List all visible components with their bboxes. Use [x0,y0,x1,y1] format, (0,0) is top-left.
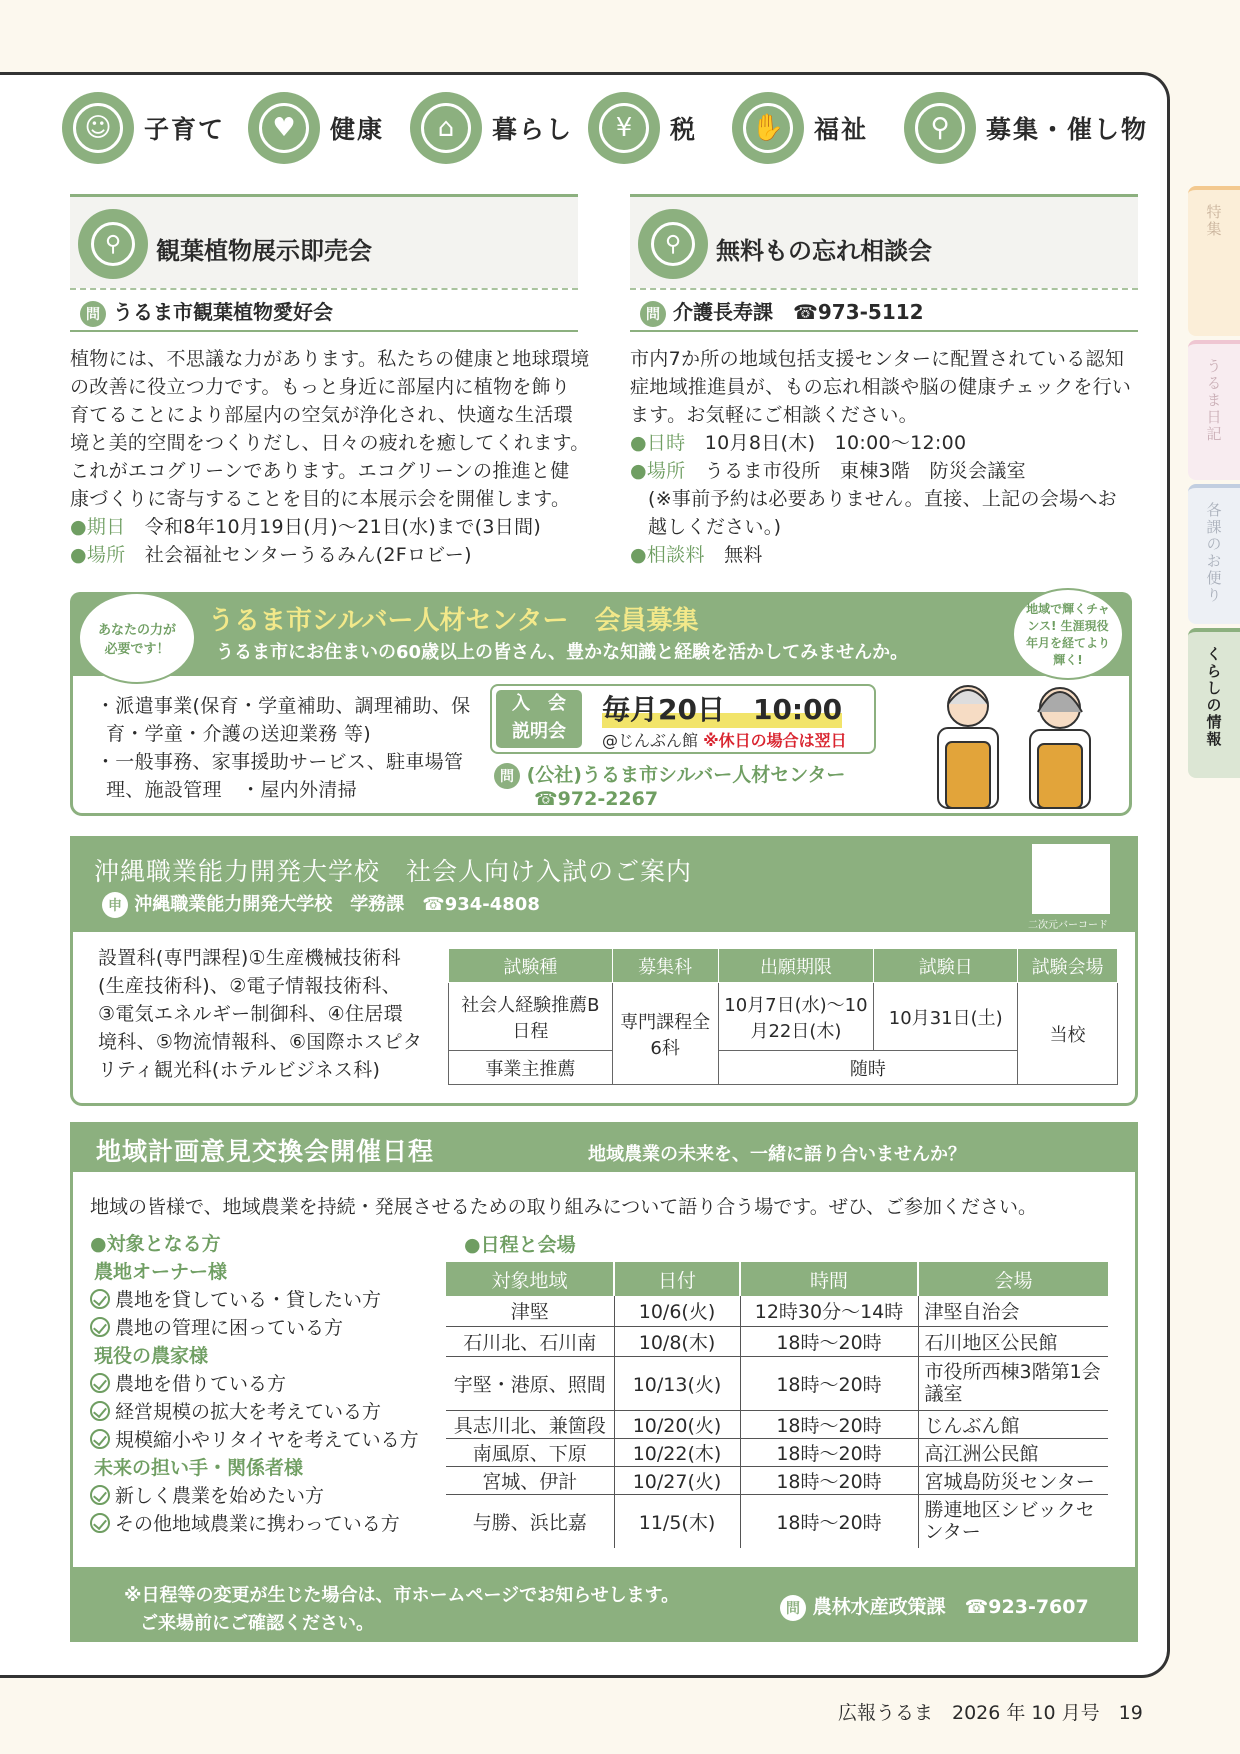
category-events[interactable] [904,92,1148,164]
table-header: 出願期限 [718,949,874,983]
check-icon [90,1485,110,1505]
plants-contact [80,296,333,327]
silver-title: うるま市シルバー人材センター 会員募集 [208,606,699,636]
table-cell: 専門課程全6科 [612,983,718,1085]
table-cell: 随時 [718,1051,1018,1085]
fee-label: ●相談料 [630,544,705,566]
schedule-heading: ●日程と会場 [464,1234,576,1256]
table-row: 具志川北、兼箇段 10/20(火) 18時～20時 じんぶん館 [446,1410,1108,1438]
session-place: @じんぶん館 [602,731,699,750]
body-line: これがエコグリーンであります。エコグリーンの推進と健 [70,460,570,482]
table-row: 宇堅・港原、照間 10/13(火) 18時～20時 市役所西棟3階第1会議室 [446,1356,1108,1410]
exam-table [448,948,1118,1085]
college-contact [102,890,540,918]
table-header: 試験種 [449,949,613,983]
table-cell: 10月7日(水)～10月22日(木) [718,983,874,1051]
table-header: 時間 [740,1262,918,1296]
session-label: 入 会 [512,693,566,714]
body-line: ・派遣事業(保育・学童補助、調理補助、保 [96,695,471,717]
inquiry-tag: 問 [640,301,666,327]
body-line: 育・学童・介護の送迎業務 等) [106,723,371,745]
college-title: 沖縄職業能力開発大学校 社会人向け入試のご案内 [94,857,693,886]
category-living[interactable] [410,92,573,164]
inquiry-tag: 問 [80,301,106,327]
schedule-table [446,1262,1108,1548]
place-value: 社会福祉センターうるみん(2Fロビー) [144,544,472,566]
tab-living-info[interactable] [1188,628,1240,778]
list-item: 農地を借りている方 [115,1373,287,1395]
table-row: 石川北、石川南 10/8(木) 18時～20時 石川地区公民館 [446,1326,1108,1356]
silver-phone: ☎972-2267 [534,788,659,810]
table-header: 会場 [918,1262,1108,1296]
tab-label: 各課のお便り [1204,502,1223,604]
list-item: 新しく農業を始めたい方 [115,1485,325,1507]
search-icon: ⚲ [651,222,695,266]
category-childcare[interactable] [62,92,225,164]
table-cell: 社会人経験推薦B日程 [449,983,613,1051]
body-line: (生産技術科)、②電子情報技術科、 [98,975,401,997]
tab-feature[interactable] [1188,186,1240,336]
contact-text: 沖縄職業能力開発大学校 学務課 ☎934-4808 [134,894,540,915]
body-line: 植物には、不思議な力があります。私たちの健康と地球環境 [70,348,590,370]
apply-tag: 申 [102,892,128,918]
date-label: ●日時 [630,432,686,454]
body-line: 境科、⑤物流情報科、⑥国際ホスピタ [98,1031,423,1053]
body-line: 境と美的空間をつくりだし、日々の疲れを癒してくれます。 [70,432,590,454]
body-line: 設置科(専門課程)①生産機械技術科 [98,947,401,969]
session-time: 毎月20日 10:00 [602,688,842,728]
check-icon [90,1373,110,1393]
tab-label: くらしの情報 [1204,646,1223,748]
house-icon: ⌂ [421,103,471,153]
table-row: 与勝、浜比嘉 11/5(木) 18時～20時 勝連地区シビックセンター [446,1494,1108,1548]
body-line: 理、施設管理 ・屋内外清掃 [106,779,357,801]
category-health[interactable] [248,92,384,164]
search-icon: ⚲ [91,222,135,266]
table-header: 対象地域 [446,1262,614,1296]
target-heading: ●対象となる方 [90,1233,221,1255]
table-row: 宮城、伊計 10/27(火) 18時～20時 宮城島防災センター [446,1466,1108,1494]
category-welfare[interactable] [732,92,868,164]
plants-body [70,345,590,569]
inquiry-tag: 問 [780,1595,806,1621]
check-icon [90,1289,110,1309]
smiley-icon: ☺ [73,103,123,153]
place-label: ●場所 [70,544,126,566]
seniors-illustration [910,676,1124,812]
memory-contact [640,296,924,327]
bubble-left [78,592,196,684]
check-icon [90,1401,110,1421]
group-name: 現役の農家様 [94,1345,209,1367]
regional-intro: 地域の皆様で、地域農業を持続・発展させるための取り組みについて語り合う場です。ぜひ、ご参加ください。 [90,1196,1037,1218]
list-item: 経営規模の拡大を考えている方 [115,1401,382,1423]
body-line: ます。お気軽にご相談ください。 [630,404,918,426]
contact-text: 農林水産政策課 ☎923-7607 [812,1596,1089,1618]
contact-text: 介護長寿課 ☎973-5112 [672,300,924,324]
table-header: 募集科 [612,949,718,983]
memory-header [630,194,1138,288]
session-box [490,684,876,754]
memory-title: 無料もの忘れ相談会 [716,237,932,265]
session-note: ※休日の場合は翌日 [703,731,847,750]
category-label: 福祉 [814,115,869,144]
body-line: 市内7か所の地域包括支援センターに配置されている認知 [630,348,1125,370]
qr-caption: 二次元バーコード [1028,916,1108,931]
memory-body [630,345,1150,569]
bubble-text: 地域で輝くチャンス! 生涯現役年月を経てより輝く! [1026,602,1111,667]
body-line: 症地域推進員が、もの忘れ相談や脳の健康チェックを行い [630,376,1132,398]
regional-note [124,1582,679,1638]
contact-text: うるま市観葉植物愛好会 [112,300,333,324]
contact-text: (公社)うるま市シルバー人材センター [526,764,846,786]
date-value: 10月8日(木) 10:00～12:00 [704,432,967,454]
group-name: 農地オーナー様 [94,1261,228,1283]
table-cell: 10月31日(土) [874,983,1018,1051]
calculator-icon: ¥ [599,103,649,153]
college-body [98,944,438,1084]
bubble-right [1012,588,1124,680]
list-item: 農地を貸している・貸したい方 [115,1289,382,1311]
note-line: (※事前予約は必要ありません。直接、上記の会場へお [648,488,1117,510]
check-icon [90,1513,110,1533]
regional-tagline: 地域農業の未来を、一緒に語り合いませんか？ [588,1144,966,1165]
table-header: 試験会場 [1018,949,1118,983]
heart-icon: ♥ [259,103,309,153]
plants-header [70,194,578,288]
tab-dept-news[interactable] [1188,484,1240,624]
inquiry-tag: 問 [494,763,520,789]
category-tax[interactable] [588,92,697,164]
place-label: ●場所 [630,460,686,482]
table-row: 南風原、下原 10/22(木) 18時～20時 高江洲公民館 [446,1438,1108,1466]
body-line: 育てることにより部屋内の空気が浄化され、快適な生活環 [70,404,573,426]
regional-title: 地域計画意見交換会開催日程 [96,1137,435,1166]
list-item: その他地域農業に携わっている方 [115,1513,400,1535]
table-header: 試験日 [874,949,1018,983]
table-header: 日付 [614,1262,740,1296]
table-row: 津堅 10/6(火) 12時30分～14時 津堅自治会 [446,1296,1108,1326]
tab-label: 特集 [1204,204,1223,238]
list-item: 規模縮小やリタイヤを考えている方 [115,1429,419,1451]
note-line: ※日程等の変更が生じた場合は、市ホームページでお知らせします。 [124,1585,680,1606]
period-value: 令和8年10月19日(月)～21日(水)まで(3日間) [144,516,542,538]
note-line: 越しください。) [648,516,782,538]
period-label: ●期日 [70,516,126,538]
body-line: ③電気エネルギー制御科、④住居環 [98,1003,403,1025]
group-name: 未来の担い手・関係者様 [94,1457,304,1479]
session-label: 説明会 [512,721,566,742]
qr-code[interactable] [1032,844,1110,914]
table-cell: 事業主推薦 [449,1051,613,1085]
body-line: の改善に役立つ力です。もっと身近に部屋内に植物を飾り [70,376,571,398]
plants-title: 観葉植物展示即売会 [156,237,372,265]
check-icon [90,1429,110,1449]
category-label: 子育て [144,115,226,144]
table-cell: 当校 [1018,983,1118,1085]
regional-contact [780,1592,1089,1621]
category-label: 暮らし [492,115,574,144]
fee-value: 無料 [724,544,763,566]
silver-body [96,692,476,804]
handshake-icon: ✋ [743,103,793,153]
silver-subtitle: うるま市にお住まいの60歳以上の皆さん、豊かな知識と経験を活かしてみませんか。 [216,642,909,663]
check-icon [90,1317,110,1337]
target-list [90,1230,450,1538]
body-line: 康づくりに寄与することを目的に本展示会を開催します。 [70,488,571,510]
category-label: 募集・催し物 [986,115,1149,144]
bubble-text: あなたの力が必要です！ [97,623,176,657]
body-line: リティ観光科(ホテルビジネス科) [98,1059,381,1081]
list-item: 農地の管理に困っている方 [115,1317,344,1339]
category-label: 税 [670,115,698,144]
search-icon: ⚲ [915,103,965,153]
place-value: うるま市役所 東棟3階 防災会議室 [704,460,1026,482]
page-footer: 広報うるま 2026 年 10 月号 19 [838,1702,1143,1724]
body-line: ・一般事務、家事援助サービス、駐車場管 [96,751,464,773]
tab-diary[interactable] [1188,340,1240,480]
category-label: 健康 [330,115,385,144]
silver-contact [494,760,845,789]
tab-label: うるま日記 [1204,358,1223,443]
note-line: ご来場前にご確認ください。 [140,1613,374,1634]
